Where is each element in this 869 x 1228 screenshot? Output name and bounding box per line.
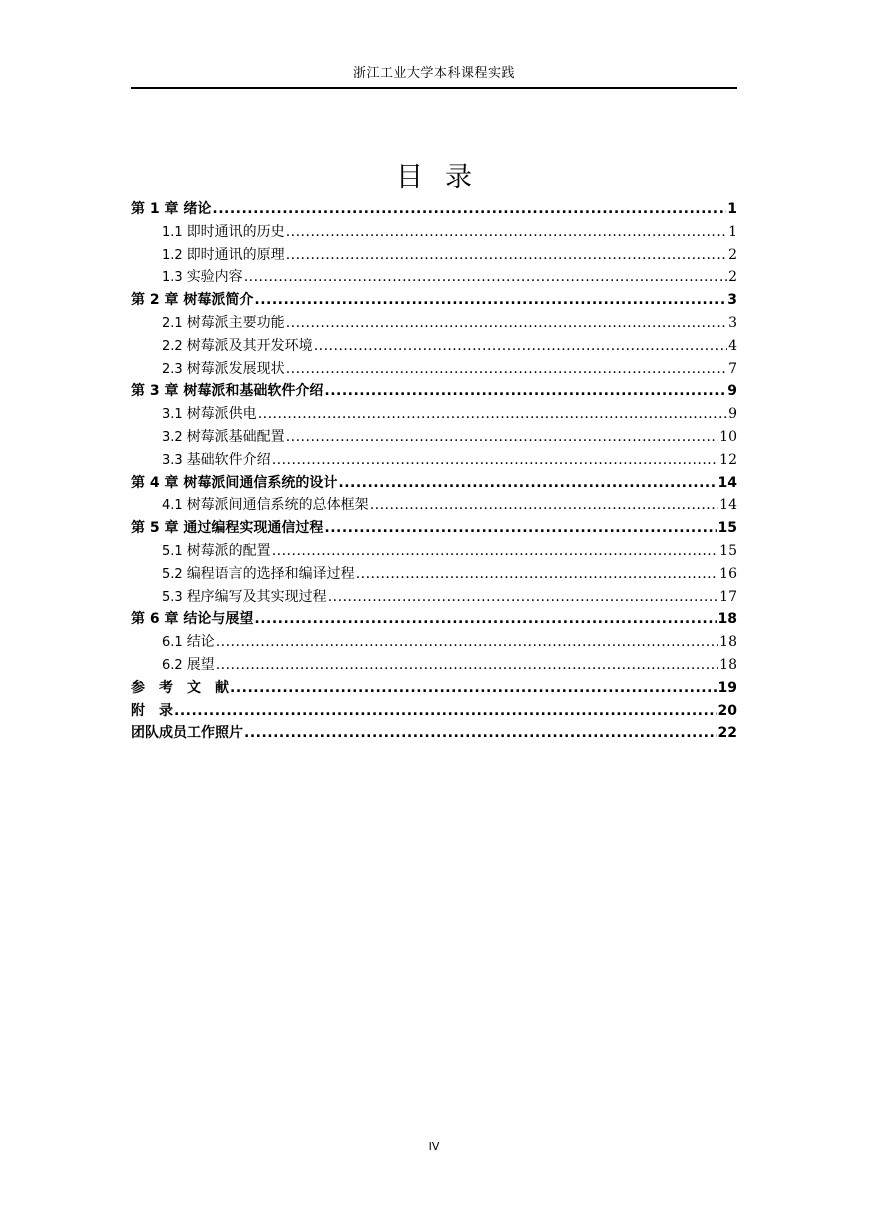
leader-dots [338,472,716,495]
toc-entry-number: 1.1 [162,224,183,240]
toc-entry-section[interactable] [131,586,737,609]
toc-entry-label: 程序编写及其实现过程 [186,588,327,605]
toc-entry-page: 22 [717,725,737,742]
toc-entry-chapter[interactable] [131,198,737,221]
toc-entry-appendix[interactable] [131,700,737,723]
leader-dots [324,517,716,540]
toc-entry-label: 树莓派供电 [186,406,257,423]
toc-entry-label: 第 1 章 绪论 [131,201,212,217]
toc-entry-label: 树莓派间通信系统的总体框架 [186,497,369,514]
toc-entry-section[interactable] [131,426,737,449]
toc-entry-page: 4 [728,337,737,354]
leader-dots [286,358,727,381]
page-number: IV [428,1140,440,1153]
toc-entry-team-photos[interactable] [131,722,737,745]
toc-entry-label: 第 5 章 通过编程实现通信过程 [131,520,324,537]
toc-entry-section[interactable] [131,540,737,563]
toc-entry-label: 即时通讯的历史 [186,223,285,240]
toc-entry-page: 20 [717,702,737,719]
toc-entry-section[interactable] [131,403,737,426]
toc-entry-page: 1 [727,201,737,217]
leader-dots [286,244,727,267]
toc-entry-label: 第 3 章 树莓派和基础软件介绍 [131,383,324,400]
toc-entry-chapter[interactable] [131,380,737,403]
leader-dots [370,494,718,517]
toc-entry-page: 19 [717,679,737,696]
leader-dots [286,426,718,449]
toc-entry-number: 5.3 [162,589,183,605]
toc-entry-number: 5.1 [162,543,183,559]
toc-entry-number: 1.2 [162,247,183,263]
toc-entry-number: 4.1 [162,498,183,514]
toc-entry-number: 1.3 [162,270,183,286]
toc-entry-label: 第 4 章 树莓派间通信系统的设计 [131,474,338,491]
toc-entry-label: 实验内容 [186,269,243,286]
toc-entry-page: 18 [719,634,737,651]
toc-entry-label: 第 2 章 树莓派简介 [131,292,254,309]
toc-entry-number: 3.3 [162,452,183,468]
toc-entry-number: 3.1 [162,407,183,423]
toc-entry-label: 第 6 章 结论与展望 [131,611,254,628]
toc-entry-page: 1 [728,223,737,240]
leader-dots [174,700,717,723]
leader-dots [254,289,726,312]
leader-dots [230,677,717,700]
leader-dots [244,722,717,745]
toc-entry-section[interactable] [131,221,737,244]
toc-entry-page: 2 [728,246,737,263]
toc-entry-label: 基础软件介绍 [186,451,271,468]
toc-entry-page: 3 [727,292,737,309]
toc-entry-label: 参 考 文 献 [131,679,229,696]
toc-entry-page: 7 [728,360,737,377]
toc-entry-label: 树莓派及其开发环境 [186,337,313,354]
toc-entry-label: 树莓派主要功能 [186,314,285,331]
toc-entry-label: 树莓派基础配置 [186,428,285,445]
toc-entry-label: 团队成员工作照片 [131,725,243,742]
toc-entry-page: 14 [717,474,737,491]
leader-dots [258,403,727,426]
toc-entry-page: 18 [717,611,737,628]
running-header: 浙江工业大学本科课程实践 [352,66,515,81]
toc-entry-label: 编程语言的选择和编译过程 [186,565,355,582]
toc-entry-chapter[interactable] [131,608,737,631]
table-of-contents [131,198,737,745]
leader-dots [356,563,718,586]
leader-dots [244,266,727,289]
toc-entry-number: 2.1 [162,315,183,331]
toc-entry-page: 18 [719,656,737,673]
toc-entry-number: 2.3 [162,361,183,377]
toc-entry-section[interactable] [131,358,737,381]
toc-entry-section[interactable] [131,654,737,677]
toc-entry-label: 树莓派发展现状 [186,360,285,377]
leader-dots [216,631,718,654]
toc-entry-label: 结论 [186,634,215,651]
leader-dots [286,312,727,335]
toc-entry-number: 3.2 [162,429,183,445]
toc-entry-section[interactable] [131,266,737,289]
toc-entry-label: 树莓派的配置 [186,542,271,559]
toc-entry-number: 6.2 [162,657,183,673]
toc-entry-section[interactable] [131,335,737,358]
leader-dots [328,586,718,609]
toc-entry-section[interactable] [131,494,737,517]
toc-entry-label: 附 录 [131,702,173,719]
toc-entry-page: 17 [719,588,737,605]
toc-entry-page: 15 [717,520,737,537]
toc-entry-chapter[interactable] [131,472,737,495]
header-rule [131,87,737,89]
toc-entry-label: 展望 [186,656,215,673]
leader-dots [314,335,727,358]
toc-entry-label: 即时通讯的原理 [186,246,285,263]
toc-entry-section[interactable] [131,563,737,586]
toc-entry-chapter[interactable] [131,289,737,312]
toc-entry-page: 16 [719,565,737,582]
toc-entry-number: 6.1 [162,635,183,651]
leader-dots [216,654,718,677]
toc-entry-section[interactable] [131,244,737,267]
toc-entry-section[interactable] [131,449,737,472]
toc-entry-page: 14 [719,497,737,514]
toc-entry-section[interactable] [131,631,737,654]
toc-entry-chapter[interactable] [131,517,737,540]
toc-entry-page: 3 [728,314,737,331]
toc-entry-section[interactable] [131,312,737,335]
toc-title: 目录 [396,162,494,193]
toc-entry-number: 2.2 [162,338,183,354]
leader-dots [286,221,727,244]
leader-dots [324,380,726,403]
leader-dots [272,449,718,472]
leader-dots [272,540,718,563]
toc-entry-references[interactable] [131,677,737,700]
toc-entry-page: 10 [719,428,737,445]
toc-entry-page: 9 [727,383,737,400]
toc-entry-page: 12 [719,451,737,468]
leader-dots [212,198,726,221]
toc-entry-page: 9 [728,406,737,423]
toc-entry-page: 15 [719,542,737,559]
leader-dots [254,608,716,631]
toc-entry-number: 5.2 [162,566,183,582]
toc-entry-page: 2 [728,269,737,286]
